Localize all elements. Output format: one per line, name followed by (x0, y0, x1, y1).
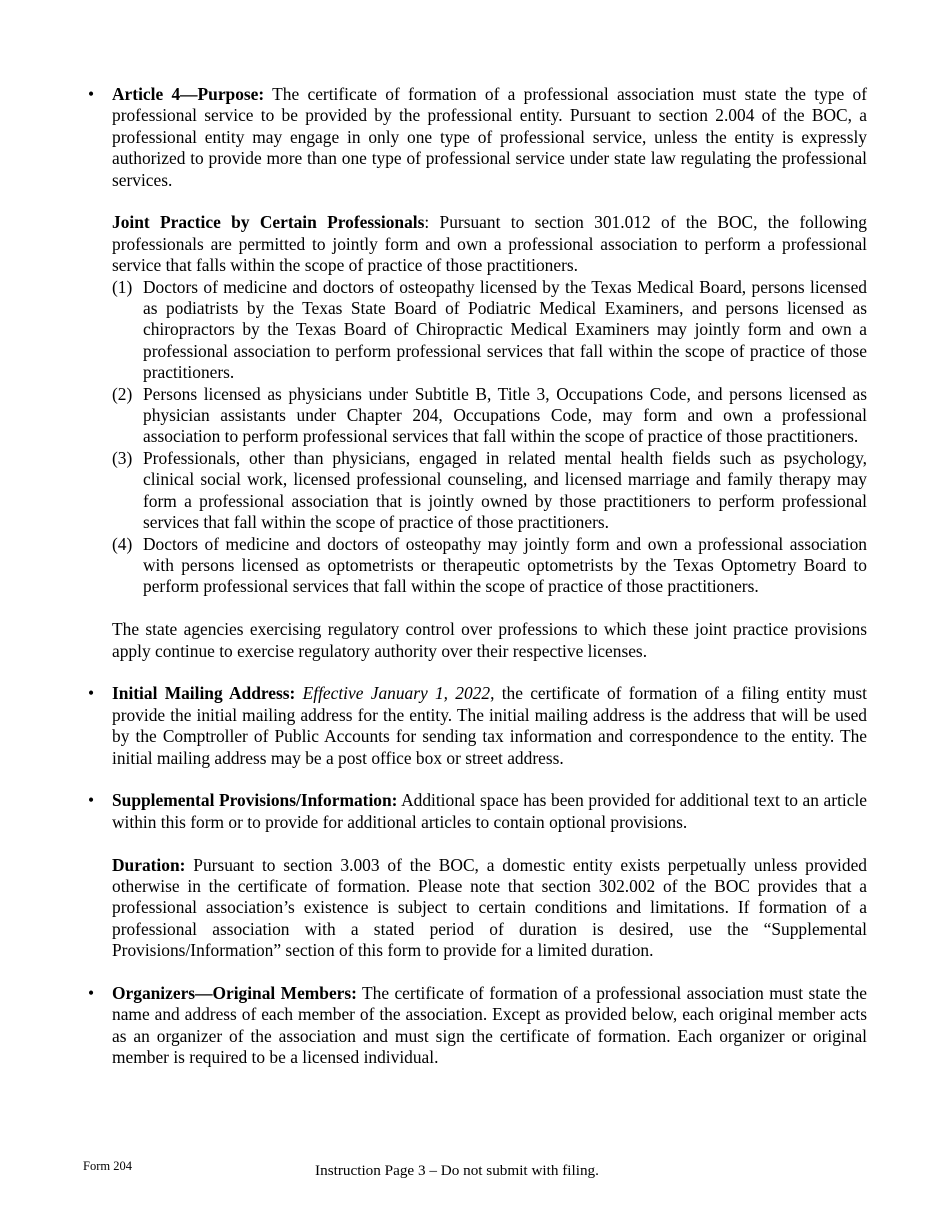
supplemental-section (87, 790, 867, 961)
bullet-icon: • (87, 84, 95, 104)
list-item-text: Professionals, other than physicians, engaged in related mental health fields such as psychology, clinical social work, licensed professional counseling, and licensed marriage and family therapy may form a professional association that is jointly owned by those practitioners to perform professional services that fall within the scope of practice of those practitioners. (143, 447, 867, 533)
organizers-paragraph (112, 983, 867, 1069)
list-item (112, 384, 867, 448)
article-4-paragraph (112, 84, 867, 191)
joint-practice-heading: Joint Practice by Certain Professionals (112, 212, 425, 233)
supplemental-heading: Supplemental Provisions/Information: (112, 790, 398, 811)
joint-practice-text: : Pursuant to section 301.012 of the BOC, the following professionals are permitted to jointly form and own a professional association to perform a professional service that falls within the scope of practice of those practitioners. (112, 212, 868, 276)
duration-paragraph (112, 855, 867, 962)
list-item-text: Doctors of medicine and doctors of osteopathy licensed by the Texas Medical Board, persons licensed as podiatrists by the Texas State Board of Podiatric Medical Examiners, and persons licensed as chiropractors by the Texas Board of Chiropractic Medical Examiners may jointly form and own a professional association to perform professional services that fall within the scope of practice of those practitioners. (143, 276, 867, 383)
joint-practice-list (112, 277, 867, 598)
list-item-text: Persons licensed as physicians under Subtitle B, Title 3, Occupations Code, and persons licensed as physician assistants under Chapter 204, Occupations Code, may form and own a professional association to perform professional services that fall within the scope of practice of those practitioners. (143, 383, 867, 447)
organizers-text: The certificate of formation of a professional association must state the name and address of each member of the association. Except as provided below, each original member acts as an organizer of the association and must sign the certificate of formation. Each organizer or original member is required to be a licensed individual. (112, 982, 867, 1068)
list-item-text: Doctors of medicine and doctors of osteopathy may jointly form and own a professional association with persons licensed as optometrists or therapeutic optometrists by the Texas Optometry Board to perform professional services that fall within the scope of practice of those practitioners. (143, 533, 867, 597)
bullet-icon: • (87, 683, 95, 704)
article-4-text: The certificate of formation of a professional association must state the type of professional service to be provided by the professional entity. Pursuant to section 2.004 of the BOC, a professional entity may engage in only one type of professional service, unless the entity is expressly authorized to provide more than one type of professional service under state law regulating the professional services. (112, 84, 867, 190)
instructions-body (87, 84, 868, 1090)
mailing-address-text: , the certificate of formation of a filing entity must provide the initial mailing address for the entity. The initial mailing address is the address that will be used by the Comptroller of Public Accounts for sending tax information and correspondence to the entity. The initial mailing address may be a post office box or street address. (112, 683, 867, 768)
joint-practice-paragraph (112, 212, 867, 276)
supplemental-paragraph (112, 790, 867, 833)
list-item-number: (4) (112, 533, 133, 554)
joint-practice-closing: The state agencies exercising regulatory control over professions to which these joint practice provisions apply continue to exercise regulatory authority over their respective licenses. (112, 619, 867, 661)
supplemental-text: Additional space has been provided for additional text to an article within this form or to provide for additional articles to contain optional provisions. (112, 790, 867, 832)
article-4-heading: Article 4—Purpose: (112, 84, 265, 104)
mailing-address-section (87, 683, 867, 769)
mailing-address-paragraph (112, 683, 867, 769)
list-item (112, 534, 867, 598)
form-number: Form 204 (83, 1159, 132, 1173)
list-item (112, 448, 867, 534)
duration-text: Pursuant to section 3.003 of the BOC, a domestic entity exists perpetually unless provided otherwise in the certificate of formation. Please note that section 302.002 of the BOC provides that a professional association’s existence is subject to certain conditions and limitations. If formation of a professional association with a stated period of duration is desired, use the “Supplemental Provisions/Information” section of this form to provide for a limited duration. (112, 854, 867, 961)
list-item-number: (3) (112, 447, 133, 468)
duration-heading: Duration: (112, 854, 186, 875)
bullet-icon: • (87, 982, 95, 1003)
mailing-effective-date: Effective January 1, 2022 (302, 683, 491, 704)
bullet-icon: • (87, 790, 95, 811)
list-item-number: (2) (112, 383, 133, 404)
organizers-section (87, 982, 867, 1069)
page-footer-note: Instruction Page 3 – Do not submit with filing. (315, 1162, 599, 1179)
mailing-address-heading: Initial Mailing Address: (112, 683, 296, 704)
article-4-section (87, 84, 868, 662)
list-item-number: (1) (112, 276, 133, 297)
organizers-heading: Organizers—Original Members: (112, 982, 357, 1003)
list-item (112, 277, 867, 384)
